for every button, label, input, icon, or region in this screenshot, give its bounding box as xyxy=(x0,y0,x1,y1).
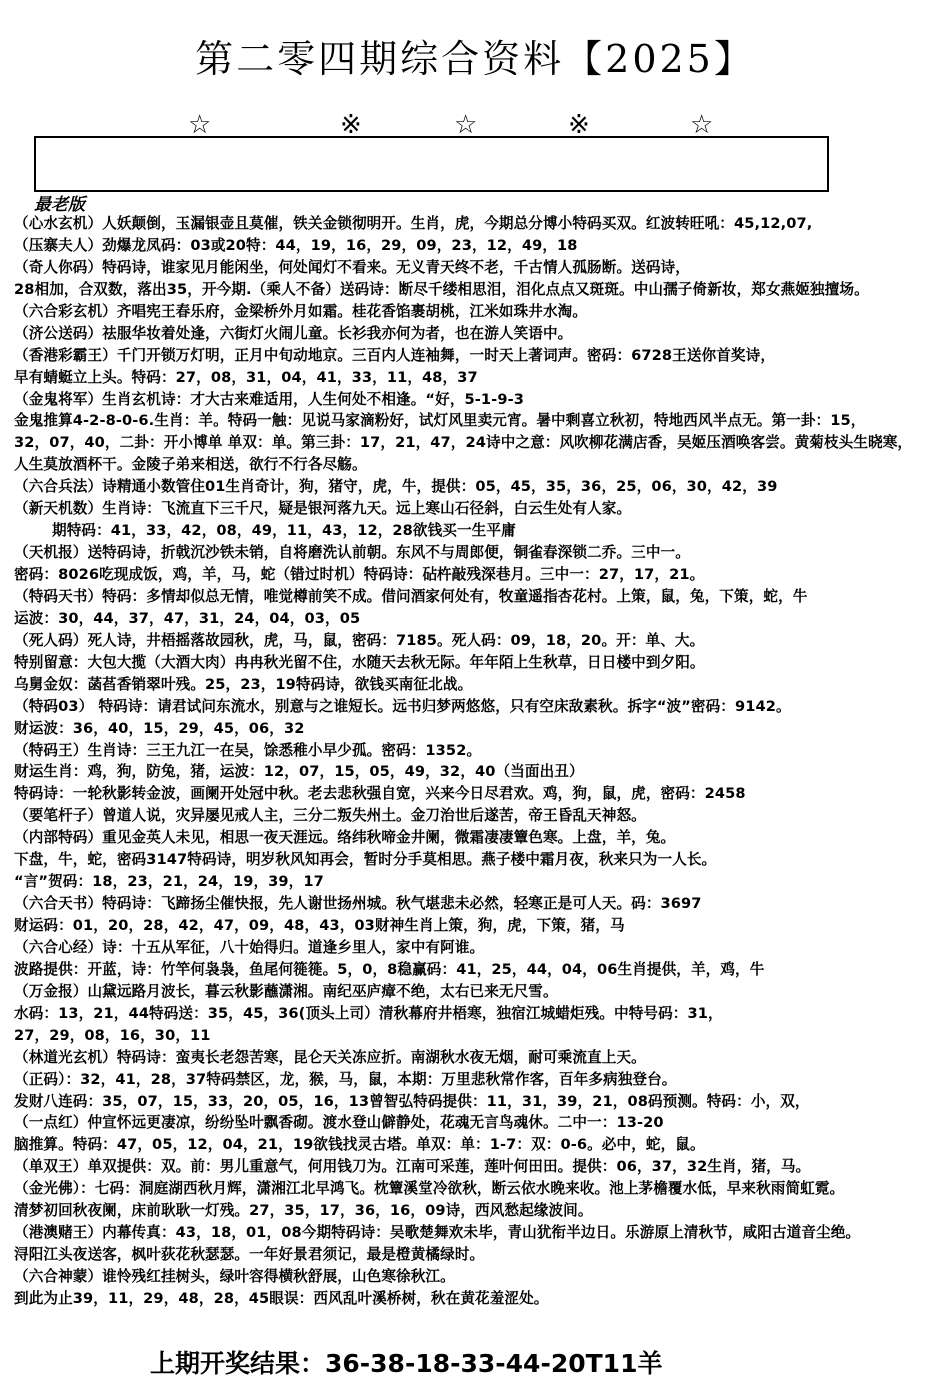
text-line: （正码）：32，41，28，37特码禁区，龙，猴，马，鼠，本期：万里悲秋常作客，百年多病独登台。 xyxy=(14,1070,677,1088)
text-line: 特别留意：大包大揽（大酒大肉）冉冉秋光留不住，水随天去秋无际。年年陌上生秋草，日日楼中到夕阳。 xyxy=(14,653,705,671)
text-line: 清梦初回秋夜阑，床前耿耿一灯残。27，35，17，36，16，09诗，西风愁起缘波间。 xyxy=(14,1202,593,1220)
text-line: （六合天书）特码诗：飞蹄扬尘催快报，先人谢世扬州城。秋气堪悲未必然，轻寒正是可人天。码：3697 xyxy=(14,895,702,913)
text-line: 财运波：36，40，15，29，45，06，32 xyxy=(14,719,305,737)
text-line: （特码03） 特码诗：请君试问东流水，别意与之谁短长。远书归梦两悠悠，只有空床敌素秋。拆字“波”密码：9142。 xyxy=(14,697,791,715)
text-line: （特码天书）特码：多情却似总无情，唯觉樽前笑不成。借问酒家何处有，牧童遥指杏花村。上策，鼠，兔，下策，蛇，牛 xyxy=(14,587,808,605)
text-line: （六合彩玄机）齐唱宪王春乐府，金梁桥外月如霜。桂花香馅裹胡桃，江米如珠井水淘。 xyxy=(14,302,588,320)
text-line: 早有蜻蜓立上头。特码：27，08，31，04，41，33，11，48，37 xyxy=(14,368,478,386)
text-line: （香港彩霸王）千门开锁万灯明，正月中旬动地京。三百内人连袖舞，一时天上著词声。密码：6728王送你首奖诗， xyxy=(14,346,776,364)
star-icon: ☆ xyxy=(188,110,212,140)
text-line: 运波：30，44，37，47，31，24，04，03，05 xyxy=(14,609,361,627)
text-line: （要笔杆子）曾道人说，灾异屡见戒人主，三分二叛失州土。金刀治世后遂苦，帝王昏乱天神怒。 xyxy=(14,807,646,825)
content-body xyxy=(14,213,946,1310)
text-line: （六合心经）诗：十五从军征，八十始得归。道逢乡里人，家中有阿谁。 xyxy=(14,938,485,956)
text-line: （单双王）单双提供：双。前：男儿重意气，何用钱刀为。江南可采莲，莲叶何田田。提供：06，37，32生肖，猪，马。 xyxy=(14,1158,811,1176)
text-line: （心水玄机）人妖颠倒，玉漏银壶且莫催，铁关金锁彻明开。生肖，虎，今期总分博小特码买双。红波转旺吼：45,12,07, xyxy=(14,215,813,232)
text-line: （内部特码）重见金英人未见，相思一夜天涯远。络纬秋啼金井阑，微霜凄凄簟色寒。上盘，羊，兔。 xyxy=(14,829,676,847)
text-line: “言”贺码：18，23，21，24，19，39，17 xyxy=(14,873,324,891)
text-line: 到此为止39，11，29，48，28，45眼误：西风乱叶溪桥树，秋在黄花羞涩处。 xyxy=(14,1289,549,1307)
text-line: 财运生肖：鸡，狗，防兔，猪，运波：12，07，15，05，49，32，40（当面出丑） xyxy=(14,763,584,781)
text-line: （万金报）山黛远路月波长，暮云秋影蘸潇湘。南纪巫庐瘴不绝，太右已来无尺雪。 xyxy=(14,982,558,1000)
text-line: （港澳赌王）内幕传真：43，18，01，08今期特码诗：吴歌楚舞欢未毕，青山犹衔半边日。乐游原上清秋节，咸阳古道音尘绝。 xyxy=(14,1224,861,1242)
text-line: 期特码：41，33，42，08，49，11，43，12，28欲钱买一生平庸 xyxy=(52,522,516,540)
text-line: （天机报）送特码诗，折戟沉沙铁未销，自将磨洗认前朝。东风不与周郎便，铜雀春深锁二乔。三中一。 xyxy=(14,544,690,562)
edition-label: 最老版 xyxy=(34,195,85,215)
text-line: （死人码）死人诗，井梧摇落故园秋，虎，马，鼠，密码：7185。死人码：09，18，20。开：单、大。 xyxy=(14,631,705,649)
text-line: （压寨夫人）劲爆龙凤码：03或20特：44，19，16，29，09，23，12，49，18 xyxy=(14,236,578,254)
text-line: 下盘，牛，蛇，密码3147特码诗，明岁秋风知再会，暂时分手莫相思。燕子楼中霜月夜，秋来只为一人长。 xyxy=(14,851,717,869)
text-line: （六合兵法）诗精通小数管住01生肖奇计，狗，猪守，虎，牛，提供：05，45，35，36，25，06，30，42，39 xyxy=(14,478,778,496)
text-line: （奇人你码）特码诗，谁家见月能闲坐，何处闻灯不看来。无义青天终不老，千古情人孤肠断。送码诗， xyxy=(14,258,690,276)
text-line: 浔阳江头夜送客，枫叶荻花秋瑟瑟。一年好景君须记，最是橙黄橘绿时。 xyxy=(14,1246,485,1264)
text-line: 脑推算。特码：47，05，12，04，21，19欲钱找灵古塔。单双：单：1-7：双：0-6。必中，蛇，鼠。 xyxy=(14,1136,705,1154)
asterism-icon: ※ xyxy=(568,110,590,140)
text-line: 人生莫放酒杯干。金陵子弟来相送，欲行不行各尽觞。 xyxy=(14,456,367,474)
text-line: 特码诗：一轮秋影转金波，画阑开处冠中秋。老去悲秋强自宽，兴来今日尽君欢。鸡，狗，鼠，虎，密码：2458 xyxy=(14,785,746,803)
text-line: （金鬼将军）生肖玄机诗：才大古来难适用，人生何处不相逢。“好，5-1-9-3 xyxy=(14,390,524,408)
text-line: （林道光玄机）特码诗：蛮夷长老怨苦寒，昆仑天关冻应折。南湖秋水夜无烟，耐可乘流直上天。 xyxy=(14,1048,646,1066)
banner-box xyxy=(34,136,829,192)
text-line: （新天机数）生肖诗：飞流直下三千尺，疑是银河落九天。远上寒山石径斜，白云生处有人家。 xyxy=(14,500,632,518)
text-line: （特码王）生肖诗：三王九江一在吴，馀悉稚小早少孤。密码：1352。 xyxy=(14,741,482,759)
page-title: 第二零四期综合资料【2025】 xyxy=(195,37,755,81)
text-line: 密码：8026吃现成饭，鸡，羊，马，蛇（错过时机）特码诗：砧杵敲残深巷月。三中一：27，17，21。 xyxy=(14,566,705,583)
text-line: 乌舅金奴：菡萏香销翠叶残。25，23，19特码诗，欲钱买南征北战。 xyxy=(14,675,473,693)
text-line: 波路提供：开蓝，诗：竹竿何袅袅，鱼尾何簁簁。5，0，8稳赢码：41，25，44，04，06生肖提供，羊，鸡，牛 xyxy=(14,960,765,978)
text-line: 发财八连码：35，07，15，33，20，05，16，13曾智弘特码提供：11，31，39，21，08码预测。特码：小，双， xyxy=(14,1092,810,1110)
star-row xyxy=(180,112,740,138)
text-line: 金鬼推算4-2-8-0-6.生肖：羊。特码一触：见说马家滴粉好，试灯风里卖元宵。暑中剩喜立秋初，特地西风半点无。第一卦：15， xyxy=(14,412,866,430)
text-line: （金光佛）：七码：洞庭湖西秋月辉，潇湘江北早鸿飞。枕簟溪堂冷欲秋，断云依水晚来收。池上茅檐覆水低，早来秋雨简虹霓。 xyxy=(14,1180,845,1198)
text-line: 32，07，40，二卦：开小博单 单双：单。第三卦：17，21，47，24诗中之意：风吹柳花满店香，吴姬压酒唤客尝。黄菊枝头生晓寒， xyxy=(14,434,913,452)
text-line: （六合神蒙）谁怜残红挂树头，绿叶容得横秋舒展，山色寒徐秋江。 xyxy=(14,1268,455,1285)
star-icon: ☆ xyxy=(690,110,714,140)
text-line: （济公送码）祛服华妆着处逢，六街灯火闹儿童。长衫我亦何为者，也在游人笑语中。 xyxy=(14,324,573,342)
text-line: 27，29，08，16，30，11 xyxy=(14,1026,211,1044)
text-line: 28相加，合双数，落出35，开今期.（乘人不备）送码诗：断尽千缕相思泪，泪化点点又斑斑。中山孺子倚新妆，郑女燕姬独擅场。 xyxy=(14,280,869,298)
last-result-banner: 上期开奖结果：36-38-18-33-44-20T11羊 xyxy=(150,1349,663,1378)
text-line: 水码：13，21，44特码送：35，45，36(顶头上司）清秋幕府井梧寒，独宿江城蜡炬残。中特号码：31， xyxy=(14,1004,723,1022)
text-line: （一点红）仲宣怀远更凄凉，纷纷坠叶飘香砌。渡水登山僻静处，花魂无言鸟魂休。二中一：13-20 xyxy=(14,1114,664,1132)
asterism-icon: ※ xyxy=(340,110,362,140)
star-icon: ☆ xyxy=(454,110,478,140)
text-line: 财运码：01，20，28，42，47，09，48，43，03财神生肖上策，狗，虎，下策，猪，马 xyxy=(14,917,625,934)
